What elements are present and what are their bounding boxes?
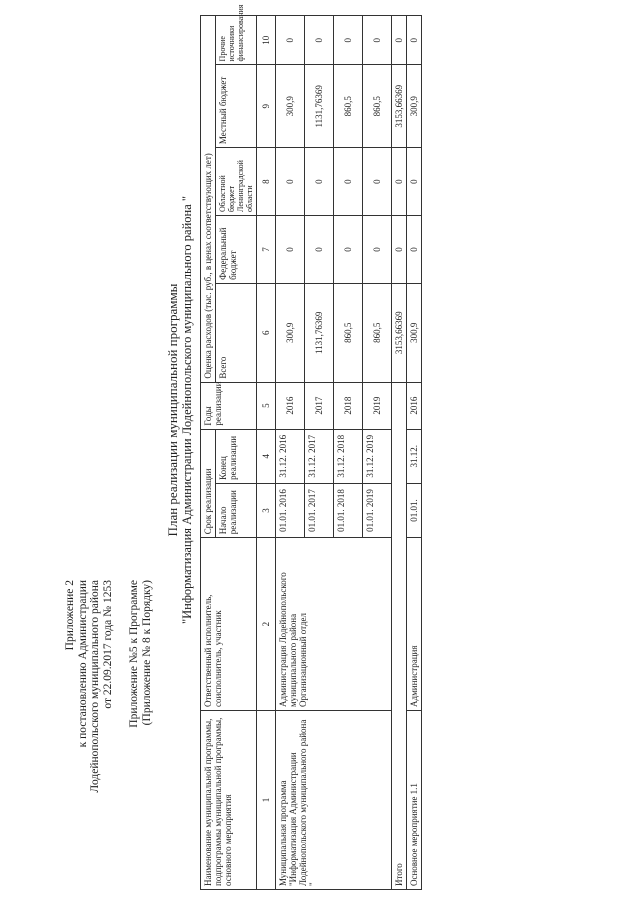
page-subtitle: "Информатизация Администрации Лодейнопольского муниципального района " [180,196,194,624]
column-number: 2 [257,538,276,711]
local-cell: 300,9 [276,65,305,148]
total-row [392,16,407,890]
start-cell: 01.01. 2017 [305,483,334,537]
column-number: 8 [257,148,276,216]
other-cell: 0 [363,16,392,65]
column-number-row [257,16,276,890]
header-other: Прочие источники финансирования [216,16,257,65]
header-regional: Областной бюджет Ленинградской области [216,148,257,216]
appendix-2-block [64,580,114,793]
header-cost: Оценка расходов (тыс. руб., в ценах соответствующих лет) [201,16,216,383]
total-cell: 300,9 [407,283,422,382]
other-cell: 0 [276,16,305,65]
program-executor-cell: Администрация Лодейнопольского муниципального района Организационный отдел [276,538,392,711]
program-name-cell: Муниципальная программа "Информатизация Администрации Лодейнопольского муниципального района " [276,711,392,890]
header-total: Всего [216,283,257,382]
column-number: 1 [257,711,276,890]
local-cell: 860,5 [334,65,363,148]
appendix-line: от 22.09.2017 года № 1253 [101,580,114,709]
column-number: 4 [257,429,276,483]
end-cell: 31.12. 2018 [334,429,363,483]
regional-cell: 0 [392,148,407,216]
federal-cell: 0 [363,216,392,284]
year-cell: 2018 [334,382,363,429]
header-federal: Федеральный бюджет [216,216,257,284]
federal-cell: 0 [407,216,422,284]
federal-cell: 0 [392,216,407,284]
total-cell: 3153,66369 [392,283,407,382]
other-cell: 0 [305,16,334,65]
local-cell: 1131,76369 [305,65,334,148]
other-cell: 0 [334,16,363,65]
total-cell: 860,5 [363,283,392,382]
column-number: 3 [257,483,276,537]
appendix-line: к постановлению Администрации [76,580,89,748]
header-name: Наименование муниципальной программы, подпрограммы муниципальной программы, основного мероприятия [201,711,257,890]
activity-row [407,16,422,890]
start-cell: 01.01. 2016 [276,483,305,537]
page-title: План реализации муниципальной программы [165,283,180,537]
appendix-line: (Приложение № 8 к Порядку) [140,580,153,726]
year-cell: 2017 [305,382,334,429]
local-cell: 3153,66369 [392,65,407,148]
appendix-line: Приложение №5 к Программе [128,580,140,728]
total-cell: 1131,76369 [305,283,334,382]
year-cell: 2016 [276,382,305,429]
federal-cell: 0 [334,216,363,284]
column-number: 9 [257,65,276,148]
appendix-line: Лодейнопольского муниципального района [89,580,101,793]
header-period-start: Начало реализации [216,483,257,537]
end-cell: 31.12. 2019 [363,429,392,483]
federal-cell: 0 [276,216,305,284]
local-cell: 300,9 [407,65,422,148]
regional-cell: 0 [363,148,392,216]
regional-cell: 0 [407,148,422,216]
header-period: Срок реализации [201,429,216,538]
year-cell: 2016 [407,382,422,429]
total-cell: 860,5 [334,283,363,382]
end-cell: 31.12. 2017 [305,429,334,483]
regional-cell: 0 [276,148,305,216]
total-cell: 300,9 [276,283,305,382]
column-number: 7 [257,216,276,284]
regional-cell: 0 [305,148,334,216]
total-label: Итого [392,382,407,889]
start-cell: 01.01. [407,483,422,537]
column-number: 6 [257,283,276,382]
column-number: 10 [257,16,276,65]
header-executor: Ответственный исполнитель, соисполнитель, участник [201,538,257,711]
year-cell: 2019 [363,382,392,429]
start-cell: 01.01. 2019 [363,483,392,537]
start-cell: 01.01. 2018 [334,483,363,537]
local-cell: 860,5 [363,65,392,148]
column-number: 5 [257,382,276,429]
plan-table [200,4,422,890]
header-local: Местный бюджет [216,65,257,148]
activity-name-cell: Основное мероприятие 1.1 [407,711,422,890]
other-cell: 0 [392,16,407,65]
appendix-program-block [128,580,153,728]
federal-cell: 0 [305,216,334,284]
table-row [276,16,305,890]
end-cell: 31.12. [407,429,422,483]
regional-cell: 0 [334,148,363,216]
end-cell: 31.12. 2016 [276,429,305,483]
appendix-line: Приложение 2 [64,580,76,651]
other-cell: 0 [407,16,422,65]
header-period-end: Конец реализации [216,429,257,483]
header-years: Годы реализации [201,382,257,429]
activity-executor-cell: Администрация [407,538,422,711]
